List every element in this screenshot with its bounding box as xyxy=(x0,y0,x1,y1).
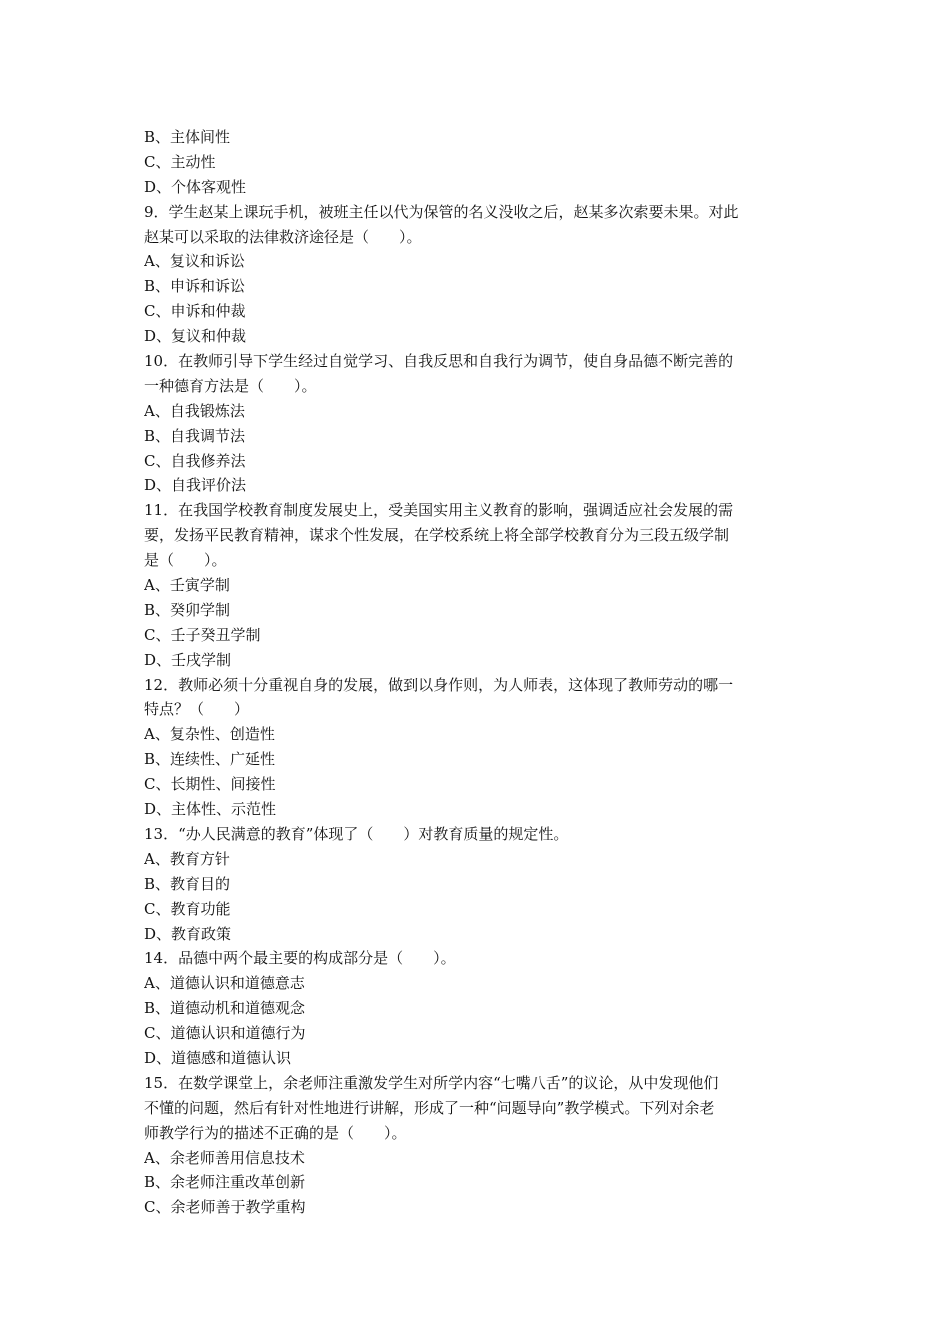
option-15b: B、余老师注重改革创新 xyxy=(144,1173,306,1192)
document-page xyxy=(144,125,812,1220)
question-15-line-3: 师教学行为的描述不正确的是（ ）。 xyxy=(144,1123,407,1142)
option-12a: A、复杂性、创造性 xyxy=(144,725,275,744)
question-12-line-1: 12．教师必须十分重视自身的发展，做到以身作则，为人师表，这体现了教师劳动的哪一 xyxy=(144,675,734,694)
question-10-line-1: 10．在教师引导下学生经过自觉学习、自我反思和自我行为调节，使自身品德不断完善的 xyxy=(144,352,734,371)
option-9c: C、申诉和仲裁 xyxy=(144,302,246,321)
option-15a: A、余老师善用信息技术 xyxy=(144,1148,305,1167)
option-10b: B、自我调节法 xyxy=(144,426,246,445)
option-9d: D、复议和仲裁 xyxy=(144,327,247,346)
option-13c: C、教育功能 xyxy=(144,899,231,918)
option-14d: D、道德感和道德认识 xyxy=(144,1048,292,1067)
option-14c: C、道德认识和道德行为 xyxy=(144,1024,306,1043)
question-11-line-3: 是（ ）。 xyxy=(144,551,227,570)
option-8c: C、主动性 xyxy=(144,152,216,171)
option-11b: B、癸卯学制 xyxy=(144,600,231,619)
option-10d: D、自我评价法 xyxy=(144,476,247,495)
question-9-line-2: 赵某可以采取的法律救济途径是（ ）。 xyxy=(144,227,422,246)
option-10a: A、自我锻炼法 xyxy=(144,401,245,420)
option-11d: D、壬戌学制 xyxy=(144,650,232,669)
option-13a: A、教育方针 xyxy=(144,849,230,868)
option-9b: B、申诉和诉讼 xyxy=(144,277,246,296)
option-13d: D、教育政策 xyxy=(144,924,232,943)
option-14b: B、道德动机和道德观念 xyxy=(144,999,306,1018)
question-12-line-2: 特点？（ ） xyxy=(144,700,250,719)
question-11-line-1: 11．在我国学校教育制度发展史上，受美国实用主义教育的影响，强调适应社会发展的需 xyxy=(144,501,734,520)
option-11a: A、壬寅学制 xyxy=(144,576,230,595)
option-12b: B、连续性、广延性 xyxy=(144,750,276,769)
question-9-line-1: 9．学生赵某上课玩手机，被班主任以代为保管的名义没收之后，赵某多次索要未果。对此 xyxy=(144,202,739,221)
option-8d: D、个体客观性 xyxy=(144,177,247,196)
question-11-line-2: 要，发扬平民教育精神，谋求个性发展，在学校系统上将全部学校教育分为三段五级学制 xyxy=(144,526,730,545)
question-13: 13．“办人民满意的教育”体现了（ ）对教育质量的规定性。 xyxy=(144,824,569,843)
option-9a: A、复议和诉讼 xyxy=(144,252,245,271)
option-13b: B、教育目的 xyxy=(144,874,231,893)
question-14: 14．品德中两个最主要的构成部分是（ ）。 xyxy=(144,949,456,968)
option-12c: C、长期性、间接性 xyxy=(144,775,276,794)
option-10c: C、自我修养法 xyxy=(144,451,246,470)
option-8b: B、主体间性 xyxy=(144,128,231,146)
option-14a: A、道德认识和道德意志 xyxy=(144,974,305,993)
question-10-line-2: 一种德育方法是（ ）。 xyxy=(144,376,317,395)
option-12d: D、主体性、示范性 xyxy=(144,800,277,819)
question-15-line-1: 15．在数学课堂上，余老师注重激发学生对所学内容“七嘴八舌”的议论，从中发现他们 xyxy=(144,1073,719,1092)
option-15c: C、余老师善于教学重构 xyxy=(144,1198,306,1217)
question-15-line-2: 不懂的问题，然后有针对性地进行讲解，形成了一种“问题导向”教学模式。下列对余老 xyxy=(144,1098,715,1117)
option-11c: C、壬子癸丑学制 xyxy=(144,625,261,644)
